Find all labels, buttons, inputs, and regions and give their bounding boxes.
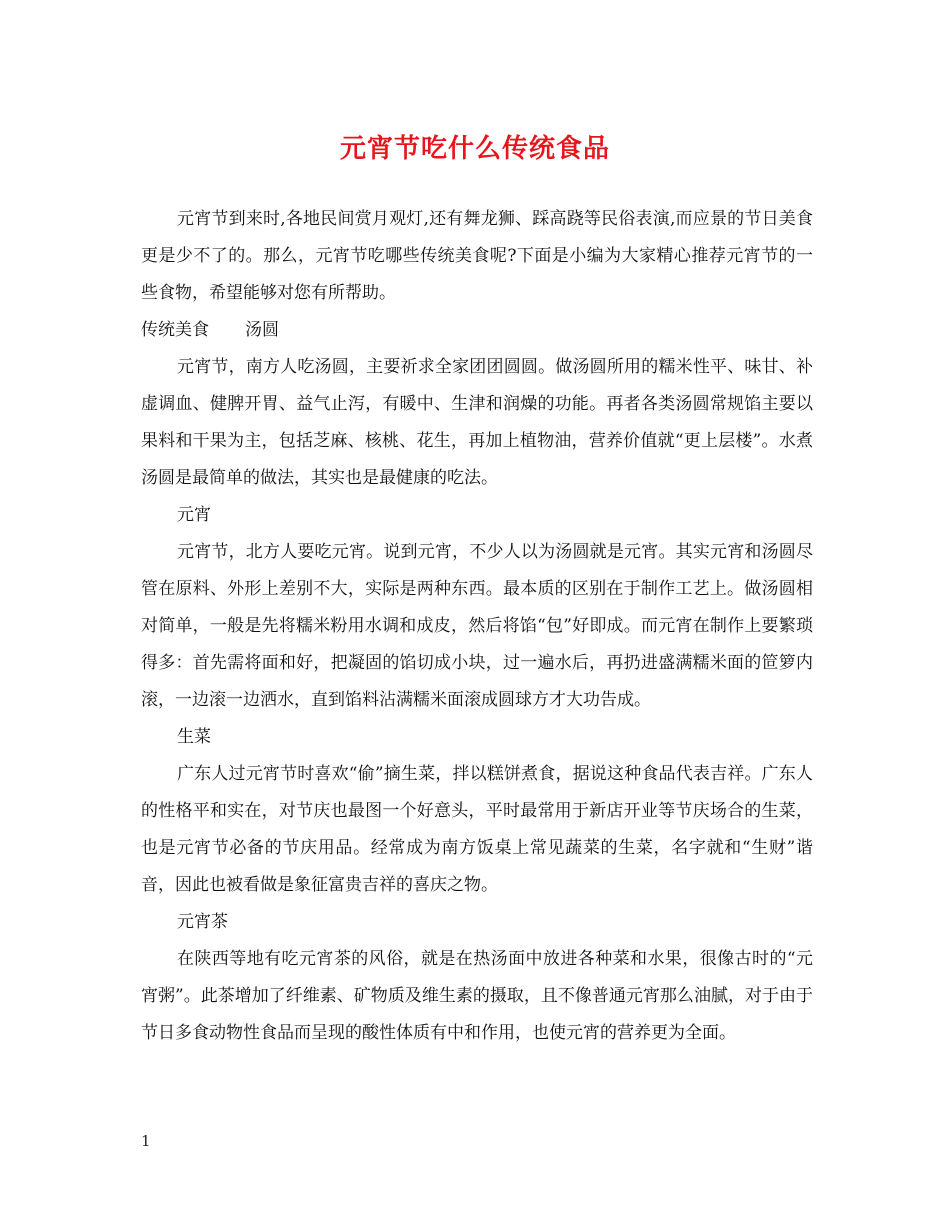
section-body-shengcai: 广东人过元宵节时喜欢“偷”摘生菜，拌以糕饼煮食，据说这种食品代表吉祥。广东人的性格平和实在，对节庆也最图一个好意头，平时最常用于新店开业等节庆场合的生菜，也是元宵节必备的节庆用品。经常成为南方饭桌上常见蔬菜的生菜，名字就和“生财”谐音，因此也被看做是象征富贵吉祥的喜庆之物。 (141, 764, 813, 895)
document-body (141, 201, 813, 1052)
section-heading-shengcai: 生菜 (177, 727, 211, 747)
section-body-yuanxiao: 元宵节，北方人要吃元宵。说到元宵，不少人以为汤圆就是元宵。其实元宵和汤圆尽管在原料、外形上差别不大，实际是两种东西。最本质的区别在于制作工艺上。做汤圆相对简单，一般是先将糯米粉用水调和成皮，然后将馅“包”好即成。而元宵在制作上要繁琐得多：首先需将面和好，把凝固的馅切成小块，过一遍水后，再扔进盛满糯米面的笸箩内滚，一边滚一边洒水，直到馅料沾满糯米面滚成圆球方才大功告成。 (141, 542, 813, 710)
intro-paragraph: 元宵节到来时,各地民间赏月观灯,还有舞龙狮、踩高跷等民俗表演,而应景的节日美食更是少不了的。那么，元宵节吃哪些传统美食呢?下面是小编为大家精心推荐元宵节的一些食物，希望能够对您有所帮助。 (141, 209, 813, 303)
section-body-yuanxiao-tea: 在陕西等地有吃元宵茶的风俗，就是在热汤面中放进各种菜和水果，很像古时的“元宵粥”。此茶增加了纤维素、矿物质及维生素的摄取，且不像普通元宵那么油腻，对于由于节日多食动物性食品而呈现的酸性体质有中和作用，也使元宵的营养更为全面。 (141, 949, 813, 1043)
page-number: 1 (141, 1132, 151, 1150)
section-label: 传统美食 (141, 320, 209, 340)
section-heading-yuanxiao-tea: 元宵茶 (177, 912, 228, 932)
section-body-tangyuan: 元宵节，南方人吃汤圆，主要祈求全家团团圆圆。做汤圆所用的糯米性平、味甘、补虚调血、健脾开胃、益气止泻，有暖中、生津和润燥的功能。再者各类汤圆常规馅主要以果料和干果为主，包括芝麻、核桃、花生，再加上植物油，营养价值就“更上层楼”。水煮汤圆是最简单的做法，其实也是最健康的吃法。 (141, 357, 813, 488)
section-heading-yuanxiao: 元宵 (177, 505, 211, 525)
page-title: 元宵节吃什么传统食品 (339, 134, 610, 164)
section-heading-tangyuan: 汤圆 (245, 320, 279, 340)
section-heading-row (141, 312, 813, 349)
